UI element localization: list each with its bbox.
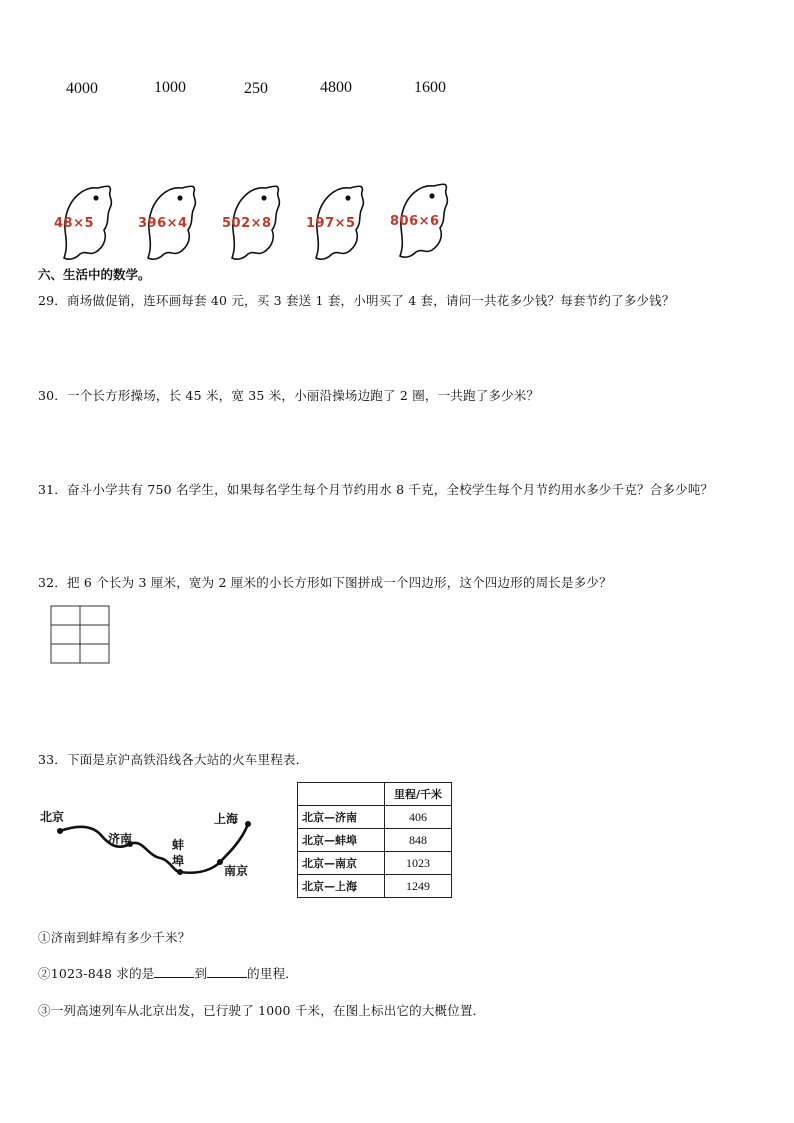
answer-blank-to[interactable] [207,965,247,978]
sub-question-2-part-c: 的里程． [247,966,298,981]
table-corner-cell [298,783,385,806]
question-30: 30．一个长方形操场，长 45 米，宽 35 米，小丽沿操场边跑了 2 圈，一共跑了多少米？ [38,388,540,403]
sub-question-3: ③一列高速列车从北京出发，已行驶了 1000 千米，在图上标出它的大概位置． [38,1003,486,1018]
ghost-expression: 502×8 [222,216,272,231]
station-nanjing: 南京 [224,864,249,878]
section-title: 六、生活中的数学。 [38,267,151,282]
answer-0: 4000 [66,80,98,97]
table-row [298,806,452,829]
sub-question-1: ①济南到蚌埠有多少千米？ [38,930,191,945]
km-cell: 848 [385,829,452,852]
question-29: 29．商场做促销，连环画每套 40 元，买 3 套送 1 套，小明买了 4 套，请问一共花多少钱？每套节约了多少钱？ [38,293,675,308]
ghost-card-3 [304,182,370,262]
ghost-card-0 [52,182,118,262]
rail-map [38,800,268,885]
station-bengbu-1: 蚌 [172,838,185,852]
station-beijing: 北京 [40,810,65,824]
answer-blank-from[interactable] [154,965,194,978]
ghost-expression: 197×5 [306,216,356,231]
mileage-table [297,782,452,898]
answer-2: 250 [244,80,268,97]
ghost-expression: 48×5 [54,216,95,231]
table-row [298,875,452,898]
table-header-mileage: 里程/千米 [385,783,452,806]
question-31: 31．奋斗小学共有 750 名学生，如果每名学生每个月节约用水 8 千克，全校学生每个月节约用水多少千克？合多少吨？ [38,482,714,497]
station-jinan: 济南 [108,832,133,846]
answer-4: 1600 [414,79,446,96]
km-cell: 406 [385,806,452,829]
answer-1: 1000 [154,79,186,96]
question-33: 33．下面是京沪高铁沿线各大站的火车里程表． [38,752,309,767]
ghost-expression: 396×4 [138,216,188,231]
route-cell: 北京—济南 [298,806,385,829]
route-cell: 北京—蚌埠 [298,829,385,852]
route-cell: 北京—上海 [298,875,385,898]
station-bengbu-2: 埠 [172,854,185,868]
table-row [298,852,452,875]
station-shanghai: 上海 [214,812,239,826]
ghost-card-4 [388,180,454,260]
ghost-card-2 [220,182,286,262]
sub-question-2 [38,964,298,982]
table-header-row [298,783,452,806]
question-32: 32．把 6 个长为 3 厘米，宽为 2 厘米的小长方形如下图拼成一个四边形，这个四边形的周长是多少？ [38,575,612,590]
answer-3: 4800 [320,79,352,96]
sub-question-2-part-a: ②1023-848 求的是 [38,966,155,981]
ghost-card-1 [136,182,202,262]
rectangle-grid-figure [50,605,112,665]
sub-question-2-part-b: 到 [194,966,208,981]
km-cell: 1023 [385,852,452,875]
table-row [298,829,452,852]
km-cell: 1249 [385,875,452,898]
route-cell: 北京—南京 [298,852,385,875]
ghost-expression: 806×6 [390,214,440,229]
